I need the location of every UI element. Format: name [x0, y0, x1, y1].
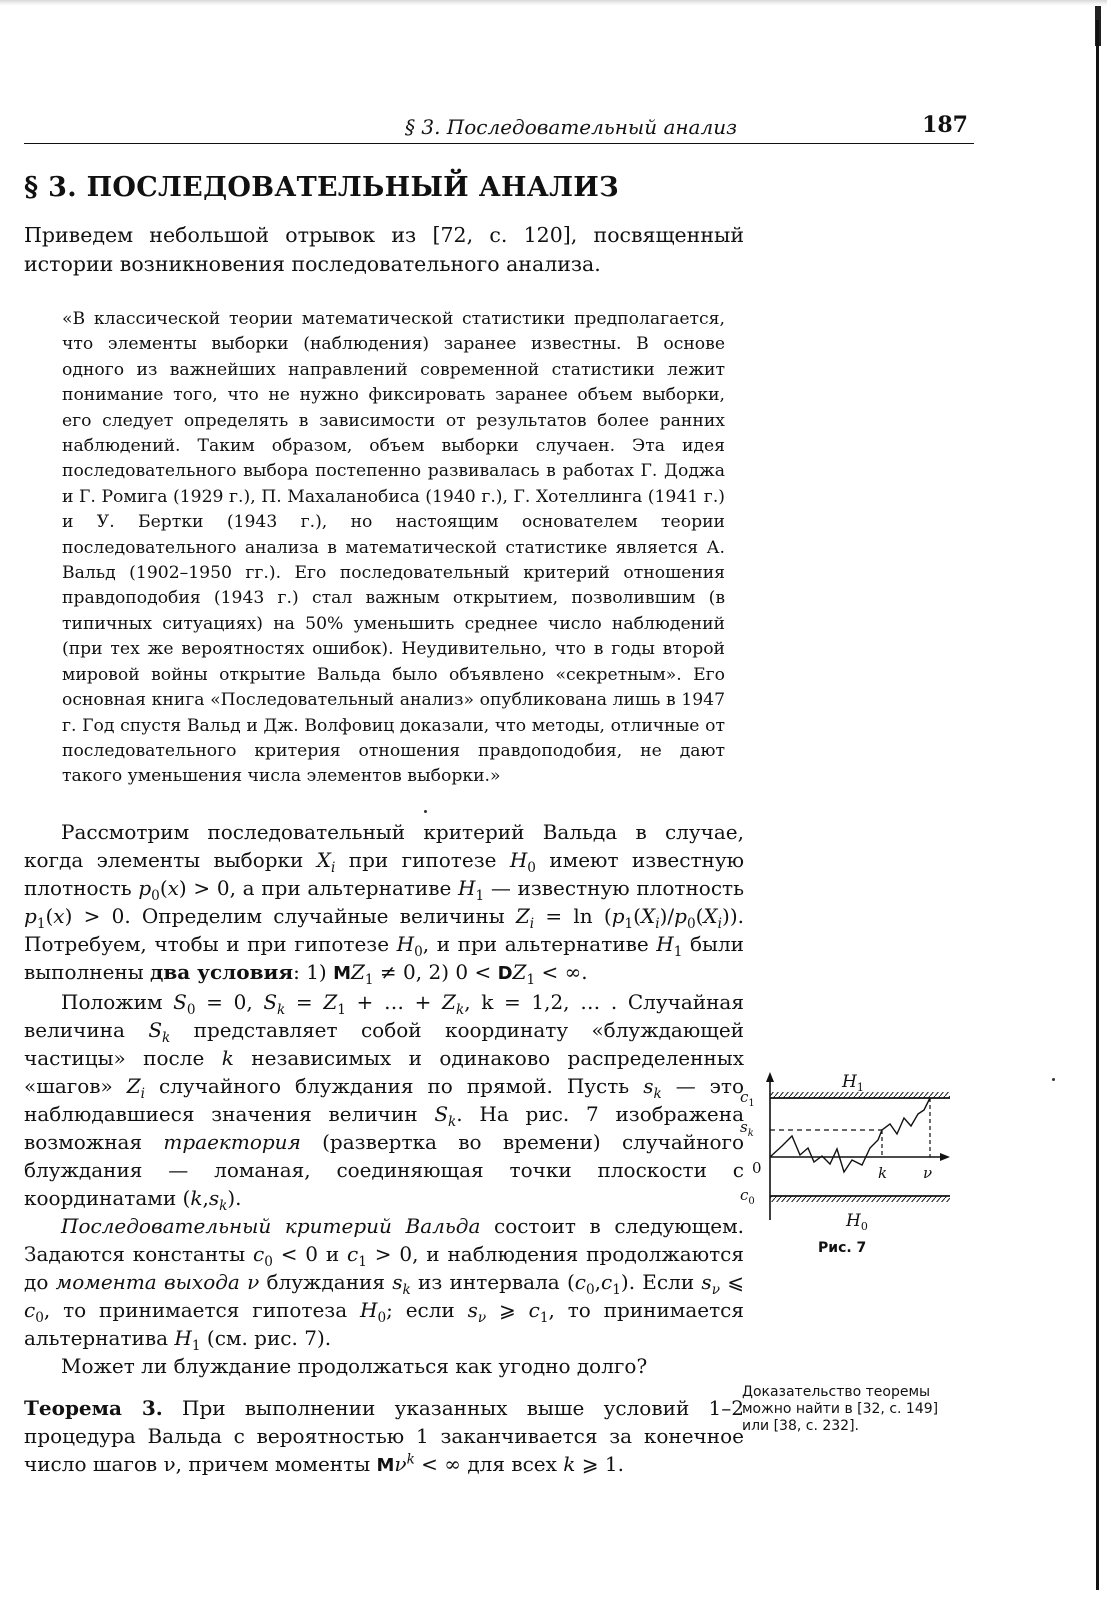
walk-trajectory	[770, 1098, 930, 1172]
intro-paragraph: Приведем небольшой отрывок из [72, с. 120], посвященный истории возникновения последовательного анализа.	[24, 223, 744, 276]
figure-7-random-walk	[740, 1060, 960, 1260]
label-h1: $H_1$	[842, 1072, 864, 1094]
label-sk: $s_k$	[740, 1118, 754, 1139]
paragraph-wald-setup: Рассмотрим последовательный критерий Вальда в случае, когда элементы выборки $X_i$ при гипотезе $H_0$ имеют известную плотность $p_0(x) > 0$, а при альтернативе $H_1$ — известную плотность $p_1(x) > 0$. Определим случайные величины $Z_i = \ln (p_1(X_i)/p_0(X_i))$. Потребуем, чтобы и при гипотезе $H_0$, и при альтернативе $H_1$ были выполнены два условия: 1) $MZ_1 \ne 0$, 2) $0 < DZ_1$ < ∞.	[24, 820, 745, 988]
scan-speck	[424, 810, 427, 813]
paragraph-random-walk: Положим $S_0 = 0$, $S_k = Z_1$ + … + $Z_k$, k = 1,2, … . Случайная величина $S_k$ представляет собой координату «блуждающей частицы» после k независимых и одинаково распределенных «шагов» $Z_i$ случайного блуждания по прямой. Пусть $s_k$ — это наблюдавшиеся значения величин $S_k$. На рис. 7 изображена возможная траектория (развертка во времени) случайного блуждания — ломаная, соединяющая точки плоскости с координатами $(k,s_k)$.	[24, 990, 745, 1214]
paragraph-wald-criterion: Последовательный критерий Вальда состоит в следующем. Задаются константы $c_0 < 0$ и $c_1 > 0$, и наблюдения продолжаются до момента выхода ν блуждания $s_k$ из интервала $(c_0,c_1)$. Если $s_\nu$ ⩽ $c_0$, то принимается гипотеза $H_0$; если $s_\nu$ ⩾ $c_1$, то принимается альтернатива $H_1$ (см. рис. 7).	[24, 1214, 744, 1354]
scan-speck	[1052, 1078, 1055, 1081]
lower-boundary-hatch	[770, 1196, 950, 1202]
random-walk-plot	[740, 1060, 960, 1240]
margin-note: Доказательство теоремы можно найти в [32, с. 149] или [38, с. 232].	[742, 1384, 939, 1434]
label-c1: $c_1$	[740, 1088, 755, 1109]
page-header	[24, 113, 974, 144]
scan-edge-right	[1096, 20, 1099, 1590]
running-title: § 3. Последовательный анализ	[404, 115, 737, 139]
scan-edge-top	[0, 0, 1107, 6]
historical-quote: «В классической теории математической статистики предполагается, что элементы выборки (наблюдения) заранее известны. В основе одного из важнейших направлений современной статистики лежит понимание того, что не нужно фиксировать заранее объем выборки, его следует определять в зависимости от результатов более ранних наблюдений. Таким образом, объем выборки случаен. Эта идея последовательного выбора постепенно развивалась в работах Г. Доджа и Г. Ромига (1929 г.), П. Махаланобиса (1940 г.), Г. Хотеллинга (1941 г.) и У. Бертки (1943 г.), но настоящим основателем теории последовательного анализа в математической статистике является А. Вальд (1902–1950 гг.). Его последовательный критерий отношения правдоподобия (1943 г.) стал важным открытием, позволившим (в типичных ситуациях) на 50% уменьшить среднее число наблюдений (при тех же вероятностях ошибок). Неудивительно, что в годы второй мировой войны открытие Вальда было объявлено «секретным». Его основная книга «Последовательный анализ» опубликована лишь в 1947 г. Год спустя Вальд и Дж. Волфовиц доказали, что методы, отличные от последовательного критерия отношения правдоподобия, не дают такого уменьшения числа элементов выборки.»	[62, 309, 725, 787]
main-text	[24, 818, 744, 1480]
label-nu: ν	[923, 1164, 933, 1182]
label-zero: 0	[752, 1159, 762, 1177]
label-c0: $c_0$	[740, 1186, 755, 1207]
section-title: § 3. ПОСЛЕДОВАТЕЛЬНЫЙ АНАЛИЗ	[24, 172, 619, 203]
label-h0: $H_0$	[846, 1211, 868, 1233]
horizontal-axis-arrow-icon	[940, 1153, 950, 1161]
page-number: 187	[922, 112, 968, 138]
theorem-3: Теорема 3. При выполнении указанных выше условий 1–2 процедура Вальда с вероятностью 1 заканчивается за конечное число шагов ν, причем моменты $M\nu^k$ < ∞ для всех k ⩾ 1.	[24, 1396, 744, 1476]
vertical-axis-arrow-icon	[766, 1072, 774, 1082]
paragraph-question: Может ли блуждание продолжаться как угодно долго?	[61, 1354, 648, 1378]
label-k: k	[878, 1164, 888, 1182]
figure-caption: Рис. 7	[818, 1240, 867, 1256]
